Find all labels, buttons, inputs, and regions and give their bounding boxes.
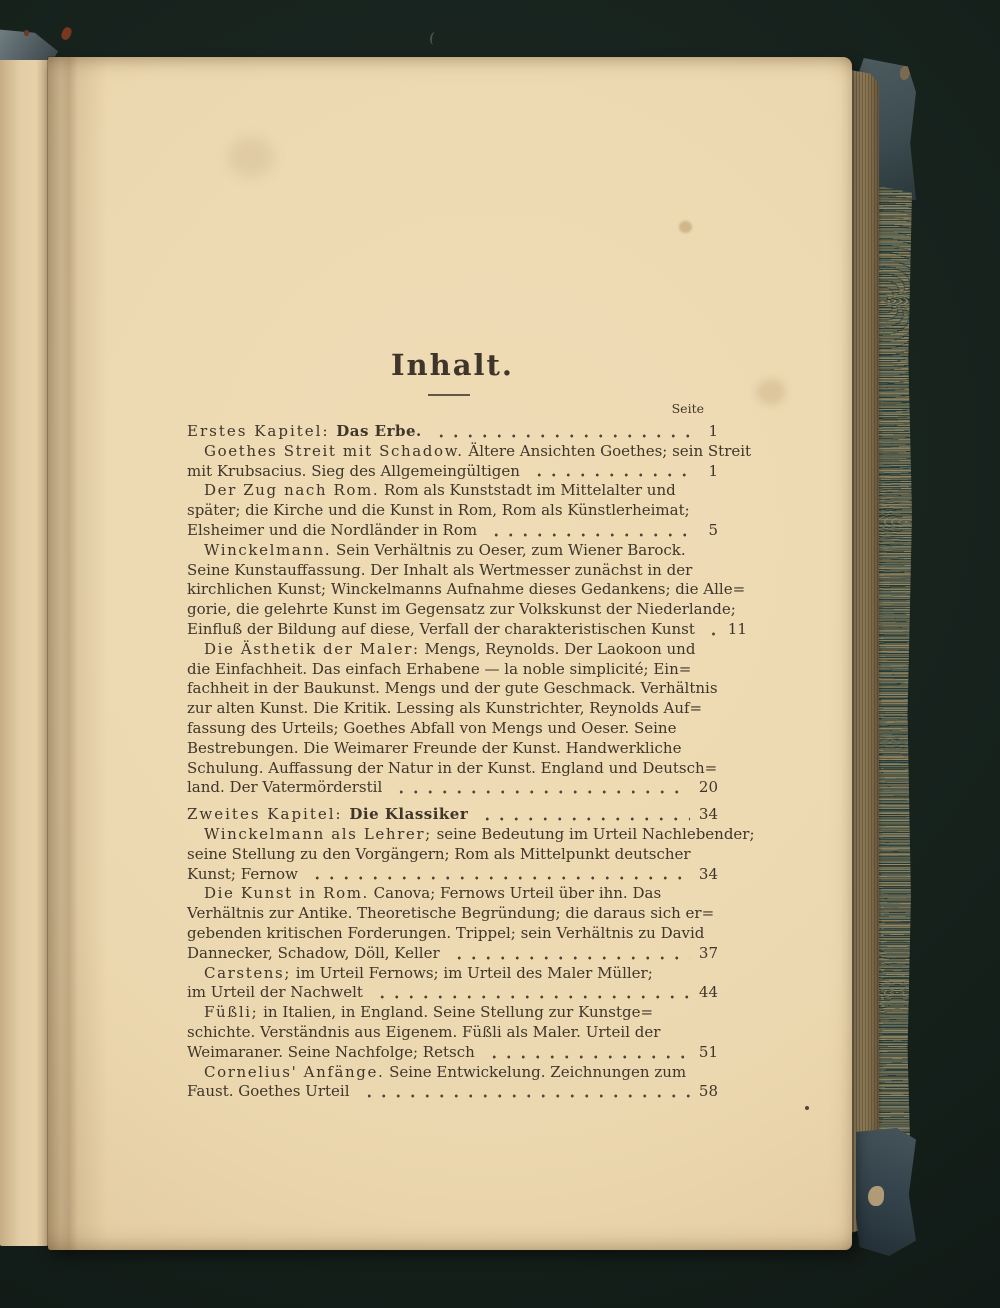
page-title: Inhalt.	[390, 348, 515, 382]
toc-line	[187, 778, 718, 798]
page-content	[187, 57, 755, 1102]
toc-item-entry	[187, 884, 718, 963]
toc-text-segment: Dannecker, Schadow, Döll, Keller	[187, 943, 440, 962]
toc-line	[187, 580, 746, 600]
leader-dots	[450, 944, 690, 964]
toc-item-entry	[187, 640, 718, 798]
toc-text-segment: Canova; Fernows Urteil über ihn. Das	[368, 884, 662, 903]
leader-dots	[392, 778, 690, 798]
seite-column-header: Seite	[671, 401, 704, 416]
toc-text-segment: im Urteil Fernows; im Urteil des Maler Müller;	[291, 963, 653, 982]
toc-text-segment: Kunst; Fernow	[187, 864, 298, 883]
page-number: 37	[698, 943, 718, 962]
stain-spot	[756, 379, 786, 405]
toc-text-segment: in Italien, in England. Seine Stellung zur Kunstge=	[258, 1003, 654, 1022]
leader-dots	[308, 865, 690, 885]
page-number: 5	[708, 520, 718, 539]
toc-text-segment: Die Kunst in Rom.	[204, 884, 369, 903]
leader-dots	[705, 620, 719, 640]
toc-text-segment: Schulung. Auffassung der Natur in der Kunst. England und Deutsch=	[187, 758, 718, 777]
toc-text-segment: Weimaraner. Seine Nachfolge; Retsch	[187, 1042, 475, 1061]
toc-line	[187, 884, 718, 904]
worn-leather-patch	[868, 1186, 884, 1206]
toc-line	[187, 679, 718, 699]
page-number: 34	[698, 864, 718, 883]
toc-line	[187, 422, 718, 442]
page-number: 11	[727, 619, 747, 638]
toc-line	[187, 640, 718, 660]
toc-text-segment: im Urteil der Nachwelt	[187, 983, 363, 1002]
toc-text-segment: Zweites Kapitel:	[187, 805, 350, 824]
toc-line	[187, 824, 755, 845]
toc-text-segment: Der Zug nach Rom.	[204, 481, 380, 500]
toc-line	[187, 1003, 718, 1023]
toc-item-entry	[187, 824, 755, 884]
toc-line	[187, 739, 718, 759]
toc-item-entry	[187, 481, 718, 540]
toc-line	[187, 983, 718, 1003]
toc-line	[187, 719, 718, 739]
toc-text-segment: Faust. Goethes Urteil	[187, 1082, 350, 1101]
toc	[187, 422, 755, 1102]
toc-line	[187, 481, 718, 501]
toc-line	[187, 462, 718, 482]
fore-edge-page-stack	[850, 70, 879, 1233]
toc-line	[187, 699, 718, 719]
toc-item-entry	[187, 1063, 718, 1103]
toc-text-segment: Sein Verhältnis zu Oeser, zum Wiener Barock.	[331, 540, 686, 559]
toc-line	[187, 944, 718, 964]
toc-text-segment: Mengs, Reynolds. Der Laokoon und	[419, 639, 696, 658]
toc-text-segment: Das Erbe.	[336, 422, 422, 440]
toc-line	[187, 441, 752, 462]
toc-text-segment: Füßli;	[204, 1003, 259, 1022]
page-number: 1	[708, 461, 718, 480]
toc-text-segment: zur alten Kunst. Die Kritik. Lessing als Kunstrichter, Reynolds Auf=	[187, 699, 703, 718]
toc-text-segment: Cornelius' Anfänge.	[204, 1062, 385, 1081]
toc-line	[187, 600, 736, 620]
toc-line	[187, 865, 718, 885]
leader-dots	[432, 422, 690, 442]
leader-dots	[530, 462, 690, 482]
toc-line	[187, 904, 718, 924]
toc-text-segment: Rom als Kunststadt im Mittelalter und	[379, 481, 676, 500]
leader-dots	[360, 1082, 691, 1102]
toc-line	[187, 759, 718, 779]
toc-item-entry	[187, 441, 752, 482]
toc-chapter-entry	[187, 805, 718, 825]
toc-line	[187, 964, 718, 984]
toc-line	[187, 924, 718, 944]
toc-text-segment: Carstens;	[204, 963, 292, 982]
toc-text-segment: schichte. Verständnis aus Eigenem. Füßli als Maler. Urteil der	[187, 1022, 661, 1041]
toc-text-segment: gorie, die gelehrte Kunst im Gegensatz zur Volkskunst der Niederlande;	[187, 600, 736, 619]
toc-text-segment: fachheit in der Baukunst. Mengs und der gute Geschmack. Verhältnis	[187, 679, 718, 698]
toc-line	[187, 1043, 718, 1063]
scratch-mark	[429, 31, 440, 45]
toc-text-segment: gebenden kritischen Forderungen. Trippel; sein Verhältnis zu David	[187, 923, 705, 942]
toc-text-segment: später; die Kirche und die Kunst in Rom, Rom als Künstlerheimat;	[187, 501, 690, 520]
main-page	[48, 57, 852, 1250]
toc-text-segment: Goethes Streit mit Schadow.	[204, 441, 464, 460]
toc-text-segment: Seine Entwickelung. Zeichnungen zum	[384, 1062, 687, 1081]
toc-chapter-entry	[187, 422, 718, 442]
stain-spot	[805, 1106, 809, 1110]
toc-text-segment: Bestrebungen. Die Weimarer Freunde der Kunst. Handwerkliche	[187, 738, 682, 757]
page-number: 44	[698, 983, 718, 1002]
toc-text-segment: Ältere Ansichten Goethes; sein Streit	[463, 441, 752, 460]
toc-line	[187, 845, 718, 865]
toc-text-segment: fassung des Urteils; Goethes Abfall von Mengs und Oeser. Seine	[187, 718, 677, 737]
toc-item-entry	[187, 964, 718, 1004]
toc-item-entry	[187, 1003, 718, 1062]
toc-text-segment: Elsheimer und die Nordländer in Rom	[187, 520, 478, 539]
leader-dots	[487, 521, 690, 541]
toc-line	[187, 521, 718, 541]
page-number: 51	[698, 1042, 718, 1061]
marbled-cover-edge	[875, 186, 912, 1146]
page-number: 1	[708, 422, 718, 440]
toc-text-segment: seine Stellung zu den Vorgängern; Rom als Mittelpunkt deutscher	[187, 844, 691, 863]
leader-dots	[373, 983, 690, 1003]
worn-leather-patch	[900, 66, 910, 80]
title-rule	[428, 394, 470, 396]
page-number: 34	[698, 805, 718, 824]
toc-line	[187, 1063, 718, 1083]
toc-text-segment: Erstes Kapitel:	[187, 422, 337, 440]
toc-line	[187, 619, 747, 640]
toc-line	[187, 541, 718, 561]
page-number: 58	[698, 1082, 718, 1101]
toc-text-segment: Winckelmann als Lehrer;	[204, 824, 432, 843]
leader-dots	[478, 805, 690, 825]
red-speck	[24, 30, 29, 36]
toc-line	[187, 660, 718, 680]
toc-line	[187, 805, 718, 825]
cover-corner-bottom	[856, 1128, 916, 1256]
toc-text-segment: Winckelmann.	[204, 540, 332, 559]
toc-text-segment: Seine Kunstauffassung. Der Inhalt als Wertmesser zunächst in der	[187, 560, 693, 579]
toc-text-segment: Einfluß der Bildung auf diese, Verfall der charakteristischen Kunst	[187, 619, 695, 638]
toc-text-segment: mit Krubsacius. Sieg des Allgemeingültigen	[187, 461, 520, 480]
toc-text-segment: seine Bedeutung im Urteil Nachlebender;	[431, 824, 755, 843]
page-number: 20	[698, 778, 718, 797]
red-speck	[60, 26, 74, 42]
previous-page-edge	[0, 60, 50, 1246]
toc-line	[187, 1023, 718, 1043]
toc-text-segment: Verhältnis zur Antike. Theoretische Begründung; die daraus sich er=	[187, 904, 715, 923]
toc-line	[187, 561, 718, 581]
toc-line	[187, 501, 718, 521]
toc-text-segment: land. Der Vatermörderstil	[187, 778, 383, 797]
toc-text-segment: Die Ästhetik der Maler:	[204, 639, 420, 658]
toc-item-entry	[187, 540, 747, 640]
leader-dots	[485, 1043, 690, 1063]
toc-text-segment: die Einfachheit. Das einfach Erhabene — la noble simplicité; Ein=	[187, 659, 692, 678]
toc-text-segment: Die Klassiker	[349, 805, 469, 824]
toc-text-segment: kirchlichen Kunst; Winckelmanns Aufnahme dieses Gedankens; die Alle=	[187, 580, 746, 599]
toc-line	[187, 1082, 718, 1102]
